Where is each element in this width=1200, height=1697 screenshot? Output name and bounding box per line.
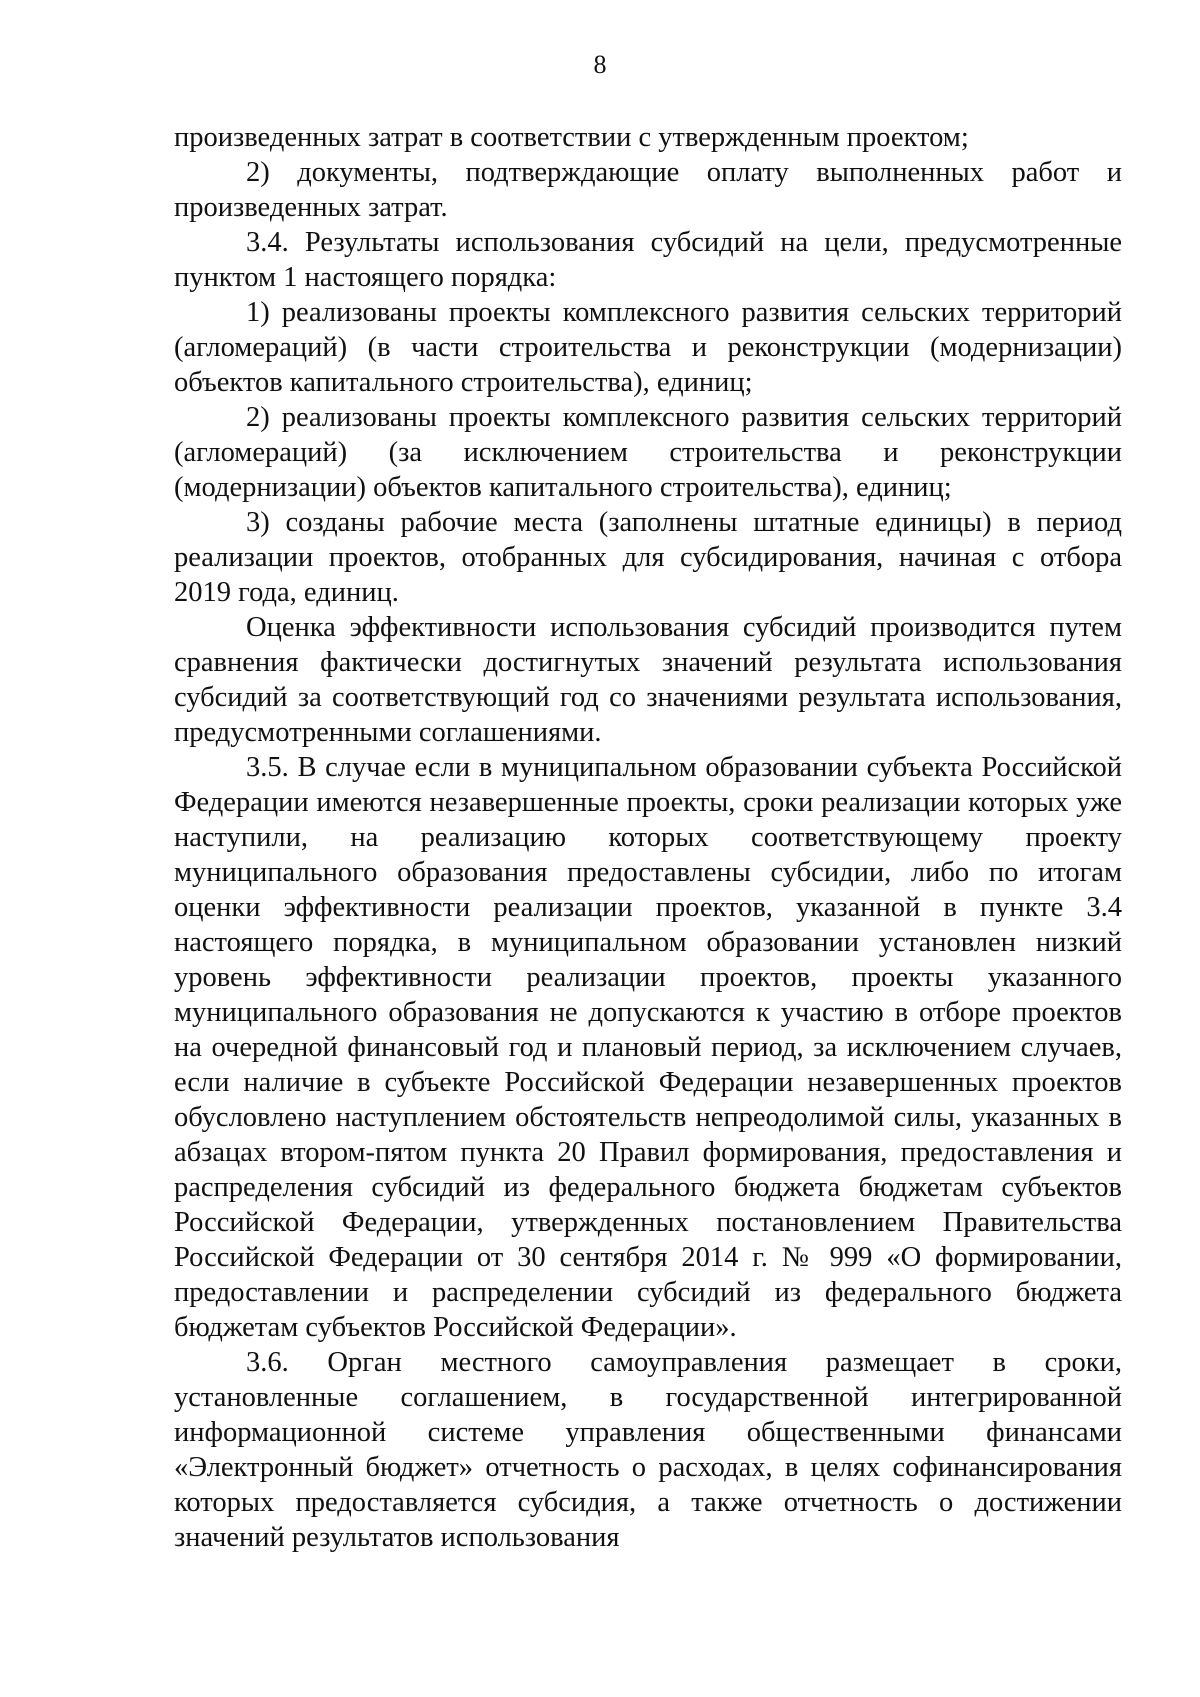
paragraph-3-4-results: 3.4. Результаты использования субсидий на цели, предусмотренные пунктом 1 настоящего порядка: [174, 227, 1122, 293]
paragraph-item-2-documents: 2) документы, подтверждающие оплату выполненных работ и произведенных затрат. [174, 157, 1122, 223]
page-number: 8 [593, 50, 607, 79]
document-body [174, 120, 1122, 1555]
paragraph-continuation: произведенных затрат в соответствии с утвержденным проектом; [174, 122, 969, 153]
paragraph-result-3: 3) созданы рабочие места (заполнены штатные единицы) в период реализации проектов, отобранных для субсидирования, начиная с отбора 2019 года, единиц. [174, 507, 1122, 608]
paragraph-result-2: 2) реализованы проекты комплексного развития сельских территорий (агломераций) (за исключением строительства и реконструкции (модернизации) объектов капитального строительства), единиц; [174, 402, 1122, 503]
paragraph-efficiency-assessment: Оценка эффективности использования субсидий производится путем сравнения фактически достигнутых значений результата использования субсидий за соответствующий год со значениями результата использования, предусмотренными соглашениями. [174, 612, 1122, 748]
paragraph-3-6-reporting: 3.6. Орган местного самоуправления размещает в сроки, установленные соглашением, в государственной интегрированной информационной системе управления общественными финансами «Электронный бюджет» отчетность о расходах, в целях софинансирования которых предоставляется субсидия, а также отчетность о достижении значений результатов использования [174, 1347, 1122, 1553]
paragraph-3-5-unfinished-projects: 3.5. В случае если в муниципальном образовании субъекта Российской Федерации имеются незавершенные проекты, сроки реализации которых уже наступили, на реализацию которых соответствующему проекту муниципального образования предоставлены субсидии, либо по итогам оценки эффективности реализации проектов, указанной в пункте 3.4 настоящего порядка, в муниципальном образовании установлен низкий уровень эффективности реализации проектов, проекты указанного муниципального образования не допускаются к участию в отборе проектов на очередной финансовый год и плановый период, за исключением случаев, если наличие в субъекте Российской Федерации незавершенных проектов обусловлено наступлением обстоятельств непреодолимой силы, указанных в абзацах втором-пятом пункта 20 Правил формирования, предоставления и распределения субсидий из федерального бюджета бюджетам субъектов Российской Федерации, утвержденных постановлением Правительства Российской Федерации от 30 сентября 2014 г. № 999 «О формировании, предоставлении и распределении субсидий из федерального бюджета бюджетам субъектов Российской Федерации». [174, 752, 1122, 1343]
paragraph-result-1: 1) реализованы проекты комплексного развития сельских территорий (агломераций) (в части строительства и реконструкции (модернизации) объектов капитального строительства), единиц; [174, 297, 1122, 398]
